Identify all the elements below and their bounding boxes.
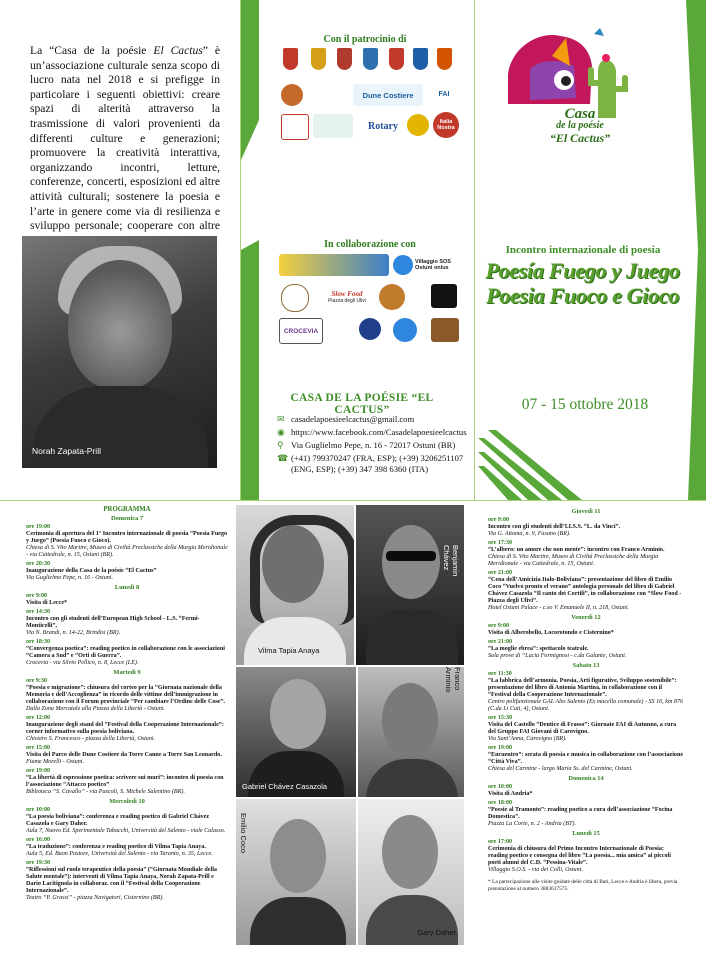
program-day-heading: Venerdì 12 <box>571 614 601 621</box>
collaborazione-title: In collaborazione con <box>324 239 416 250</box>
contact-web[interactable] <box>277 427 467 437</box>
program-time: ore 9:00 <box>488 517 510 523</box>
program-event: “La traduzione”: conferenza e reading poetico di Vilma Tapia Anaya. <box>26 844 206 850</box>
fai-label: FAI <box>438 90 450 98</box>
partner-banner-logo <box>279 254 389 276</box>
program-place: Piazza La Corte, n. 2 - Andria (BT). <box>488 821 576 827</box>
photo-emilio-coco <box>236 799 356 945</box>
photo-vilma-tapia-anaya <box>236 505 354 665</box>
caption-gabriel: Gabriel Chávez Casazola <box>242 782 328 791</box>
program-event: Inaugurazione degli stand del “Festival della Cooperazione Internazionale”: corner informativo sulla poesia boliviana. <box>26 722 224 735</box>
program-left-column <box>26 506 228 902</box>
program-day-heading: Mercoledì 10 <box>109 798 145 805</box>
cover-dates: 07 - 15 ottobre 2018 <box>521 396 649 413</box>
rotary-label: Rotary <box>368 120 398 132</box>
email-icon: ✉ <box>277 414 285 424</box>
program-place: Chiesa del Carmine - largo Maria Ss. del Carmine, Ostuni. <box>488 766 633 772</box>
photo-franco-arminio <box>358 667 464 797</box>
dune-costiere-logo <box>353 84 423 106</box>
logo-line-2: de la poésie <box>556 120 604 131</box>
panel-divider-right <box>474 0 475 500</box>
caption-emilio: Emilio Coco <box>239 813 248 854</box>
program-place: Hotel Ostuni Palace - c.so V. Emanuele II, n. 218, Ostuni. <box>488 605 630 611</box>
program-event: “Cena dell’Amicizia Italo-Boliviana”: presentazione del libro di Emilio Coco “Vuelvo pronto el verano” antologia personale del libro di Gabriel Chávez Casazola “Il canto dei Cortili”, in collaborazione con “Slow Food - Piazza degli Ulivi”. <box>488 577 682 604</box>
program-place: Fiume Morelli - Ostuni. <box>26 759 84 765</box>
sos-villaggio-label: Villaggio SOS Ostuni onlus <box>415 259 451 271</box>
program-time: ore 18:30 <box>26 639 51 645</box>
program-time: ore 12:00 <box>26 715 51 721</box>
program-place: Chiesa di S. Vito Martire, Museo di Civiltà Preclassiche della Murgia Meridionale - via Cattedrale, n. 15, Ostuni (BR). <box>26 545 228 558</box>
program-event: “La poesia boliviana”: conferenza e reading poetico di Gabriel Chávez Casazola e Gary Daher. <box>26 814 210 827</box>
comune-ostuni-logo <box>311 48 326 70</box>
program-place: Aula 5, Ed. Buon Pastore, Università del Salento - via Taranto, n. 35, Lecce. <box>26 851 213 857</box>
program-place: Via N. Brandi, n. 14-22, Brindisi (BR). <box>26 630 121 636</box>
program-time: ore 15:00 <box>26 745 51 751</box>
program-day-heading: Lunedì 15 <box>572 830 600 837</box>
dune-costiere-label: Dune Costiere <box>362 90 414 100</box>
patrocinio-logos <box>279 46 461 144</box>
program-place: Chiesa di S. Vito Martire, Museo di Civiltà Preclassiche della Murgia Meridionale - via Cattedrale, n. 15, Ostuni. <box>488 554 659 567</box>
program-day-heading: Giovedì 11 <box>571 508 601 515</box>
contact-title: CASA DE LA POÉSIE “EL CACTUS” <box>290 392 434 416</box>
program-time: ore 16:00 <box>26 837 51 843</box>
partner-circle-logo <box>281 284 309 312</box>
museo-civico-logo <box>281 84 303 106</box>
program-event: “Encuentro”: serata di poesia e musica in collaborazione con l’associazione “Città Viva”. <box>488 752 684 765</box>
program-time: ore 10:00 <box>488 784 513 790</box>
program-place: Via Sant’Anna, Carovigno (BR). <box>488 736 567 742</box>
cover-title <box>480 258 685 308</box>
program-time: ore 20:30 <box>26 561 51 567</box>
photo-gabriel-chavez-casazola <box>236 667 356 797</box>
program-event: Visita del Parco delle Dune Costiere da Torre Canne a Torre San Leonardo. <box>26 752 222 758</box>
program-time: ore 10:00 <box>26 807 51 813</box>
program-time: ore 11:30 <box>488 671 512 677</box>
program-event: Inaugurazione della Casa de la poésie “El Cactus” <box>26 568 157 574</box>
program-place: Dalla Zona Mercatale alla Piazza della Libertà - Ostuni. <box>26 706 166 712</box>
contact-email-text: casadelapoesieelcactus@gmail.com <box>291 414 415 424</box>
crocevia-logo <box>279 318 323 344</box>
rotary-logo <box>361 116 405 136</box>
slowfood-label: Slow Food <box>331 290 363 298</box>
contact-phone <box>277 453 463 463</box>
contact-phone-1: (+41) 799370247 (FRA, ESP); (+39) 3206251107 <box>291 453 464 463</box>
program-right-column <box>488 506 684 893</box>
globe-icon: ◉ <box>277 427 285 437</box>
slowfood-sub: Piazza degli Ulivi <box>328 298 366 304</box>
logo-line-3: “El Cactus” <box>549 131 611 145</box>
program-time: ore 19:00 <box>26 524 51 530</box>
program-time: ore 17:00 <box>488 839 513 845</box>
patrocinio-title: Con il patrocinio di <box>323 34 407 45</box>
intro-text-pre: La “Casa de la poésie <box>30 44 154 57</box>
program-event: “Riflessioni sul ruolo terapeutico della poesia” (“Giornata Mondiale della Salute mentale”): interventi di Vilma Tapia Anaya, Norah Zapata-Prill e Dario Lacitignola in collaboraz. con il “Festival della Cooperazione Internazionale”. <box>26 867 217 894</box>
program-event: Cerimonia di chiusura del Primo Incontro Internazionale di Poesia: reading poetico e consegna del libro “La poesia... mia amica” ai piccoli poeti alunni del C.D. “Pessina-Vitale”. <box>488 846 671 866</box>
ecomuseo-logo <box>313 114 353 138</box>
contact-email[interactable] <box>277 414 414 424</box>
partner-photo-logo <box>431 318 459 342</box>
partner-blue-logo <box>359 318 381 340</box>
associazione-logo <box>379 284 405 310</box>
contact-web-text: https://www.facebook.com/Casadelapoesieelcactus <box>291 427 467 437</box>
comune-brindisi-logo <box>389 48 404 70</box>
program-time: ore 9:30 <box>26 678 48 684</box>
location-pin-icon: ⚲ <box>277 440 284 450</box>
program-day-heading: Domenica 7 <box>110 515 144 522</box>
italia-nostra-logo <box>433 112 459 138</box>
fai-logo <box>431 86 457 102</box>
program-place: Crocevia - via Silvio Pellico, n. 8, Lecce (LE). <box>26 660 139 666</box>
contact-phone-line-2: (ENG, ESP); (+39) 347 398 6360 (ITA) <box>291 464 429 474</box>
comune-carovigno-logo <box>437 48 452 70</box>
crocevia-label: CROCEVIA <box>283 327 319 335</box>
italia-nostra-label: Italia Nostra <box>437 119 455 131</box>
program-place: Centro polifunzionale GAL Alto Salento (Ex macello comunale) - SS 16, km 876 (C.da Li Cuti, 4), Ostuni. <box>488 699 684 712</box>
rotary-wheel-icon <box>407 114 429 136</box>
portrait-norah-zapata-prill <box>22 236 217 468</box>
presidio-libro-logo <box>281 114 309 140</box>
program-place: Aula 7, Nuovo Ed. Sperimentale Tabacchi, Università del Salento - viale Calasso. <box>26 828 226 834</box>
right-edge-stripes <box>680 0 706 500</box>
program-time: ore 19:00 <box>26 768 51 774</box>
program-event: “Poesie al Tramonto”: reading poetico a cura dell’associazione “Focina Domestica”. <box>488 807 673 820</box>
program-time: ore 19:30 <box>26 860 51 866</box>
program-event: Incontro con gli studenti dell’I.I.S.S. “L. da Vinci”. <box>488 524 621 530</box>
program-time: ore 21:00 <box>488 639 513 645</box>
program-event: “La fabbrica dell’armonia. Poesia, Arti figurative, Sviluppo sostenibile”: presentazione del libro di Antonia Martina, in collaborazione con il “Festival della Cooperazione Internazionale”. <box>488 678 677 698</box>
program-place: Chiostro S. Francesco - piazza della Libertà, Ostuni. <box>26 736 156 742</box>
program-place: Biblioteca “S. Cavallo” - via Pascoli, S. Michele Salentino (BR). <box>26 789 185 795</box>
program-note: * La partecipazione alle visite guidate delle città di Bari, Lecce e Andria è libera, previa prenotazione al numero 3883617575. <box>488 879 678 892</box>
program-event: “L’albero: un amore che non mente”: incontro con Franco Arminio. <box>488 547 665 553</box>
program-place: Via Guglielmo Pepe, n. 16 - Ostuni. <box>26 575 114 581</box>
program-event: Visita di Alberobello, Locorotondo e Cisternino* <box>488 630 614 636</box>
cover-subtitle: Incontro internazionale di poesia <box>505 244 661 256</box>
caption-vilma: Vilma Tapia Anaya <box>258 646 320 655</box>
program-time: ore 21:00 <box>488 570 513 576</box>
slowfood-logo <box>323 282 371 312</box>
program-right-list <box>488 508 684 893</box>
program-event: “Poesia e migrazione”: chiusura del corteo per la “Giornata nazionale della Memoria e dell’Accoglienza” in ricordo delle vittime dell’immigrazione in collaborazione con il Forum provinciale “Per cambiare l’Ordine delle Cose”. <box>26 685 226 705</box>
program-event: “La libertà di espressione poetica: scrivere sui muri”: incontro di poesia con l’associazione “Attacco poetico” <box>26 775 224 788</box>
photo-benjamin-chavez <box>356 505 464 665</box>
photo-gary-daher <box>358 799 464 945</box>
collaborazione-logos <box>279 254 465 344</box>
cover-title-it: Poesia Fuoco e Gioco <box>485 283 680 308</box>
intro-text-em: El Cactus <box>153 44 203 57</box>
program-left-list <box>26 515 228 902</box>
regione-puglia-logo <box>283 48 298 70</box>
program-place: Villaggio S.O.S. - via dei Colli, Ostuni. <box>488 867 583 873</box>
cover-logo-wordmark <box>520 108 640 144</box>
phone-icon: ☎ <box>277 453 289 463</box>
portrait-caption: Norah Zapata-Prill <box>32 446 101 456</box>
sos-villaggio-icon <box>393 255 413 275</box>
comune-bari-logo <box>337 48 352 70</box>
program-place: Sala prove di “Lucia Formignosi - c.da Galante, Ostuni. <box>488 653 627 659</box>
program-event: Visita di Lecce* <box>26 600 68 606</box>
program-time: ore 17:30 <box>488 540 513 546</box>
program-event: Visita del Castello “Dentice di Frasso”: Giornate FAI di Autunno, a cura del Gruppo FAI Giovani di Carovigno. <box>488 722 677 735</box>
program-time: ore 9:00 <box>488 623 510 629</box>
program-time: ore 18:00 <box>488 800 513 806</box>
program-event: Cerimonia di apertura del 1° Incontro internazionale di poesia “Poesia Fuego y Juego” (Poesia Fuoco e Gioco). <box>26 531 228 544</box>
program-day-heading: Domenica 14 <box>568 775 604 782</box>
program-event: “La moglie ebrea”: spettacolo teatrale. <box>488 646 589 652</box>
program-day-heading: Lunedì 8 <box>114 584 140 591</box>
program-day-heading: Sabato 13 <box>572 662 600 669</box>
contact-address <box>277 440 455 450</box>
program-day-heading: Martedì 9 <box>113 669 141 676</box>
caption-gary: Gary Daher <box>417 928 456 937</box>
intro-paragraph <box>30 44 220 248</box>
program-time: ore 19:00 <box>488 745 513 751</box>
program-event: “Convergenza poetica”: reading poetico in collaborazione con le associazioni “Camera a Sud” e “Orti di Guerra”. <box>26 646 225 659</box>
program-event: Visita di Andria* <box>488 791 533 797</box>
el-cactus-logo <box>500 26 660 166</box>
cover-stripes-decoration <box>478 430 688 500</box>
program-heading: PROGRAMMA <box>103 506 151 513</box>
comune-lecce-logo <box>363 48 378 70</box>
caption-franco: Franco Arminio <box>444 667 462 693</box>
program-place: Teatro “P. Grassi” - piazza Navigatori, Cisternino (BR). <box>26 895 164 901</box>
program-time: ore 14:30 <box>26 609 51 615</box>
comune-fasano-logo <box>413 48 428 70</box>
program-event: Incontro con gli studenti dell’European High School - L.S. “Fermi-Monticelli”, <box>26 616 200 629</box>
contact-address-text: Via Guglielmo Pepe, n. 16 - 72017 Ostuni (BR) <box>291 440 456 450</box>
program-time: ore 15:30 <box>488 715 513 721</box>
orti-di-guerra-logo <box>393 318 417 342</box>
caption-benjamin: Benjamin Chávez <box>442 545 460 577</box>
camera-a-sud-logo <box>431 284 457 308</box>
cover-title-es: Poesía Fuego y Juego <box>485 258 680 283</box>
program-time: ore 9:00 <box>26 593 48 599</box>
program-place: Via G. Attoma, n. 9, Fasano (BR). <box>488 531 571 537</box>
logo-line-1: Casa <box>564 106 596 122</box>
page-fold-line <box>0 500 706 501</box>
intro-text-post: ” è un’associazione culturale senza scopo di lucro nata nel 2018 e si prefigge in particolare i seguenti obiettivi: creare spazi di alterità attraverso la trasmissione di valori provenienti da differenti culture e generazioni; promuovere la creatività interattiva, organizzando incontri, letture, conferenze, concerti, esposizioni ed altre attività culturali; sostenere la poesia e l’arte in genere come via di resilienza e sviluppo personale; cooperare con altre <box>30 44 220 233</box>
